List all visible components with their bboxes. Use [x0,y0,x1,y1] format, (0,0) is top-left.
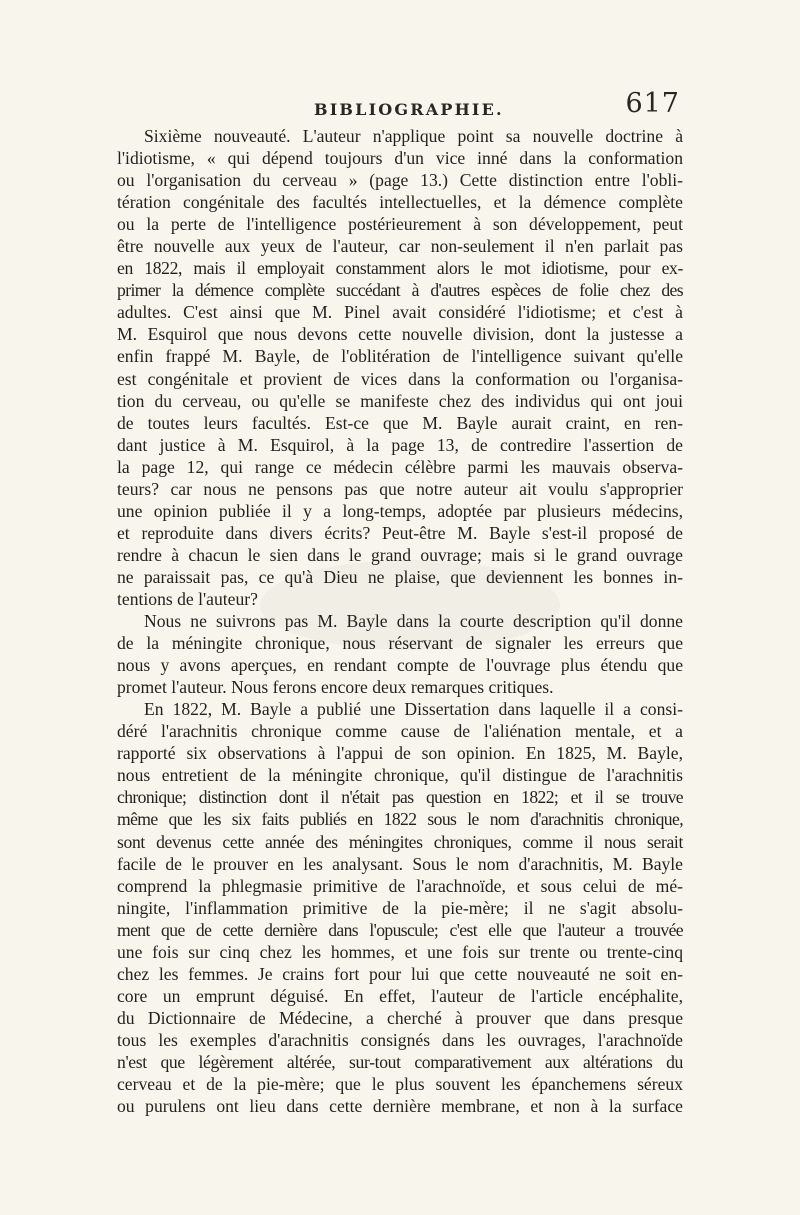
text-line: promet l'auteur. Nous ferons encore deux remarques critiques. [117,677,554,698]
text-line: chez les femmes. Je crains fort pour lui que cette nouveauté ne soit en- [117,963,683,984]
text-line: nous entretient de la méningite chronique, qu'il distingue de l'arachnitis [117,765,683,786]
text-line: primer la démence complète succédant à d'autres espèces de folie chez des [117,280,683,301]
text-line: la page 12, qui range ce médecin célèbre parmi les mauvais observa- [117,456,683,477]
text-line: Sixième nouveauté. L'auteur n'applique point sa nouvelle doctrine à [144,126,683,146]
text-line: n'est que légèrement altérée, sur-tout comparativement aux altérations du [117,1051,683,1072]
text-line: ou purulens ont lieu dans cette dernière membrane, et non à la surface [117,1096,683,1117]
text-line: l'idiotisme, « qui dépend toujours d'un vice inné dans la conformation [117,148,683,169]
text-line: ment que de cette dernière dans l'opuscule; c'est elle que l'auteur a trouvée [117,919,683,940]
text-line: En 1822, M. Bayle a publié une Dissertation dans laquelle il a consi- [144,699,683,720]
page-number: 617 [625,88,680,119]
body-text [117,125,683,1117]
text-line: en 1822, mais il employait constamment alors le mot idiotisme, pour ex- [117,258,683,279]
text-line: ou l'organisation du cerveau » (page 13.) Cette distinction entre l'obli- [117,170,683,191]
text-line: rendre à chacun le sien dans le grand ouvrage; mais si le grand ouvrage [117,544,683,565]
text-line: tous les exemples d'arachnitis consignés dans les ouvrages, l'arachnoïde [117,1029,683,1050]
text-line: et reproduite dans divers écrits? Peut-être M. Bayle s'est-il proposé de [117,522,683,543]
text-line: M. Esquirol que nous devons cette nouvelle division, dont la justesse a [117,324,683,345]
text-line: ne paraissait pas, ce qu'à Dieu ne plaise, que deviennent les bonnes in- [117,566,683,587]
text-line: enfin frappé M. Bayle, de l'oblitération de l'intelligence suivant qu'elle [117,346,683,367]
text-line: cerveau et de la pie-mère; que le plus souvent les épanchemens séreux [117,1074,683,1095]
running-head [118,88,680,124]
text-line: Nous ne suivrons pas M. Bayle dans la courte description qu'il donne [144,611,683,632]
text-line: déré l'arachnitis chronique comme cause de l'aliénation mentale, et a [117,721,683,742]
text-line: sont devenus cette année des méningites chroniques, comme il nous serait [117,831,683,852]
text-line: du Dictionnaire de Médecine, a cherché à prouver que dans presque [117,1007,683,1028]
text-line: une fois sur cinq chez les hommes, et une fois sur trente ou trente-cinq [117,941,683,962]
text-line: teurs? car nous ne pensons pas que notre auteur ait voulu s'approprier [117,478,683,499]
text-line: rapporté six observations à l'appui de son opinion. En 1825, M. Bayle, [117,743,683,764]
text-line: de la méningite chronique, nous réservant de signaler les erreurs que [117,633,683,654]
text-line: est congénitale et provient de vices dans la conformation ou l'organisa- [117,368,683,389]
text-line: une opinion publiée il y a long-temps, adoptée par plusieurs médecins, [117,500,683,521]
text-line: dant justice à M. Esquirol, à la page 13, de contredire l'assertion de [117,434,683,455]
text-line: chronique; distinction dont il n'était pas question en 1822; et il se trouve [117,787,683,808]
text-line: tion du cerveau, ou qu'elle se manifeste chez des individus qui ont joui [117,390,683,411]
text-line: facile de le prouver en les analysant. Sous le nom d'arachnitis, M. Bayle [117,853,683,874]
text-line: de toutes leurs facultés. Est-ce que M. Bayle aurait craint, en ren- [117,412,683,433]
text-line: adultes. C'est ainsi que M. Pinel avait considéré l'idiotisme; et c'est à [117,302,683,323]
text-line: ou la perte de l'intelligence postérieurement à son développement, peut [117,214,683,235]
text-line: tentions de l'auteur? [117,588,258,609]
text-line: ningite, l'inflammation primitive de la pie-mère; il ne s'agit absolu- [117,897,683,918]
text-line: même que les six faits publiés en 1822 sous le nom d'arachnitis chronique, [117,809,683,830]
text-line: core un emprunt déguisé. En effet, l'auteur de l'article encéphalite, [117,985,683,1006]
text-line: tération congénitale des facultés intellectuelles, et la démence complète [117,192,683,213]
running-title: BIBLIOGRAPHIE. [314,100,504,119]
text-line: nous y avons aperçues, en rendant compte de l'ouvrage plus étendu que [117,655,683,676]
text-line: être nouvelle aux yeux de l'auteur, car non-seulement il n'en parlait pas [117,236,683,257]
text-line: comprend la phlegmasie primitive de l'arachnoïde, et sous celui de mé- [117,875,683,896]
